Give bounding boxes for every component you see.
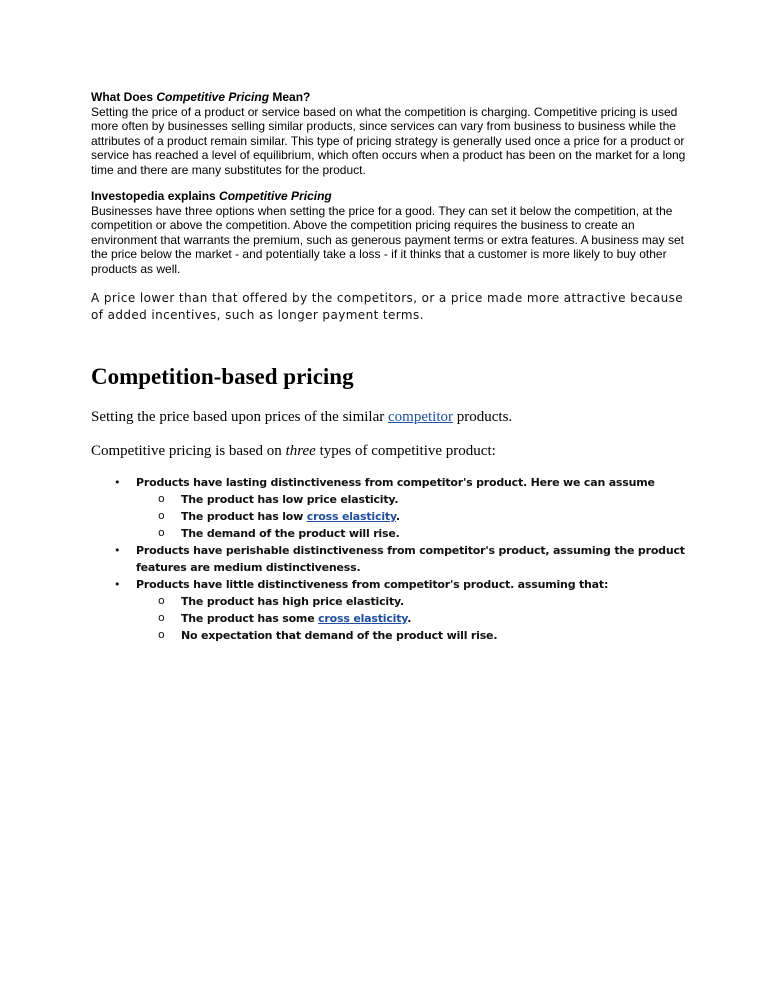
types-intro-paragraph: Competitive pricing is based on three types of competitive product: <box>91 443 496 459</box>
list-item: • Products have perishable distinctiveness from competitor's product, assuming the product features are medium distinctiveness. <box>114 544 685 574</box>
circle-bullet-icon: o <box>158 594 165 607</box>
circle-bullet-icon: o <box>158 492 165 505</box>
list-item: • Products have little distinctiveness from competitor's product. assuming that: o The product has high price elasticity. o The product has some cross elasticity. o No expectation that demand of the product will rise. <box>91 576 686 644</box>
cross-elasticity-link[interactable]: cross elasticity <box>306 510 396 523</box>
bullet-icon: • <box>114 544 121 557</box>
section-body: Setting the price of a product or service based on what the competition is charging. Competitive pricing is used more often by businesses selling similar products, since services can vary from business to business while the attributes of a product remain similar. This type of pricing strategy is generally used once a price for a product or service has reached a level of equilibrium, which often occurs when a product has been on the market for a long time and there are many substitutes for the product. <box>91 104 686 177</box>
sub-list <box>136 491 686 542</box>
product-types-list <box>91 474 686 644</box>
circle-bullet-icon: o <box>158 526 165 539</box>
bullet-icon: • <box>114 578 121 591</box>
page-heading: Competition-based pricing <box>91 364 354 389</box>
cross-elasticity-link[interactable]: cross elasticity <box>318 612 408 625</box>
circle-bullet-icon: o <box>158 509 165 522</box>
circle-bullet-icon: o <box>158 628 165 641</box>
document-page <box>91 90 686 644</box>
sub-list <box>136 593 686 644</box>
sub-list-item: o The demand of the product will rise. <box>158 526 400 540</box>
sub-list-item: o No expectation that demand of the product will rise. <box>158 628 498 642</box>
section-body: Businesses have three options when setting the price for a good. They can set it below the competition, at the competition or above the competition. Above the competition pricing requires the business to create an environment that warrants the premium, such as generous payment terms or extra features. A business may set the price below the market - and potentially take a loss - if it thinks that a customer is more likely to buy other products as well. <box>91 203 684 276</box>
sub-list-item: o The product has low price elasticity. <box>158 492 399 506</box>
section-investopedia-explains <box>91 189 686 276</box>
sub-list-item: o The product has high price elasticity. <box>158 594 404 608</box>
sub-list-item: o The product has low cross elasticity. <box>158 509 400 523</box>
competitor-link[interactable]: competitor <box>388 409 453 425</box>
section-title: What Does Competitive Pricing Mean? <box>91 90 311 104</box>
section-competitive-pricing-meaning <box>91 90 686 177</box>
circle-bullet-icon: o <box>158 611 165 624</box>
bullet-icon: • <box>114 476 121 489</box>
definition-text: A price lower than that offered by the competitors, or a price made more attractive because of added incentives, such as longer payment terms. <box>91 291 684 322</box>
section-title: Investopedia explains Competitive Pricing <box>91 189 332 203</box>
intro-paragraph: Setting the price based upon prices of the similar competitor products. <box>91 409 513 425</box>
sub-list-item: o The product has some cross elasticity. <box>158 611 412 625</box>
list-item: • Products have lasting distinctiveness from competitor's product. Here we can assume o The product has low price elasticity. o The product has low cross elasticity. o The demand of the product will rise. <box>91 474 686 542</box>
